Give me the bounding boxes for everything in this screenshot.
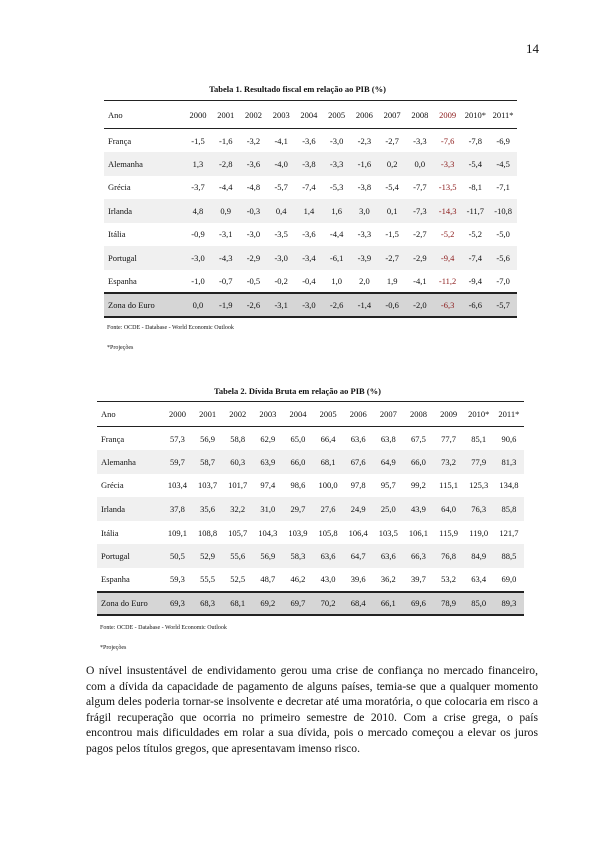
table-cell: 46,2 (290, 574, 306, 585)
column-header-year: 2000 (168, 409, 186, 419)
table-cell: 68,1 (320, 456, 336, 467)
column-header-year: 2007 (383, 109, 401, 120)
table-cell: -3,0 (329, 135, 344, 146)
table-cell: 68,4 (350, 598, 366, 609)
table-cell: -3,0 (274, 252, 288, 263)
table-cell: 100,0 (318, 480, 338, 491)
table-cell: 70,2 (320, 598, 336, 609)
table-row (97, 474, 524, 498)
table-cell: 85,8 (501, 504, 517, 515)
table-cell: 97,8 (350, 480, 366, 491)
table-cell: -3,0 (191, 252, 205, 263)
table-row (104, 270, 517, 294)
table-cell: 56,9 (260, 551, 276, 562)
table-cell: 103,4 (167, 480, 187, 491)
column-header-year: 2011* (498, 409, 520, 419)
table-cell: 2,0 (359, 275, 370, 286)
table-row (104, 199, 517, 223)
column-header-year: 2002 (244, 109, 262, 120)
table-cell: 66,0 (290, 456, 306, 467)
table-cell: 63,4 (471, 574, 487, 585)
table-cell: -2,9 (246, 252, 261, 263)
table-cell: 66,3 (411, 551, 426, 562)
table-cell: 65,0 (290, 433, 306, 444)
row-label: Irlanda (101, 504, 126, 515)
table-cell: -0,3 (246, 205, 261, 216)
table-cell: 84,9 (471, 551, 487, 562)
row-label: França (108, 135, 132, 146)
table-cell: -1,5 (385, 229, 399, 240)
row-label: Portugal (101, 551, 130, 562)
table-cell: 106,4 (348, 527, 368, 538)
table-cell: -3,6 (302, 229, 316, 240)
table-cell: -4,0 (274, 158, 288, 169)
table-cell: -2,9 (413, 252, 427, 263)
table-cell: -4,4 (329, 229, 344, 240)
table-cell: -11,2 (438, 275, 457, 286)
table-cell: 81,3 (501, 456, 517, 467)
row-label: Espanha (101, 574, 130, 585)
table-cell: -3,8 (357, 182, 372, 193)
table-cell: -4,1 (274, 135, 288, 146)
table-cell: -3,6 (302, 135, 316, 146)
table-cell: 103,9 (288, 527, 308, 538)
table-cell: -0,5 (246, 275, 261, 286)
table-cell: -5,2 (468, 229, 483, 240)
column-header-year: 2008 (411, 109, 429, 120)
table-cell: -7,3 (413, 205, 427, 216)
table-cell: -3,1 (274, 299, 288, 310)
table-cell: -2,7 (385, 252, 399, 263)
table-cell: -7,8 (468, 135, 483, 146)
table-cell: -3,8 (302, 158, 316, 169)
row-label: Itália (101, 527, 119, 538)
table-cell: -3,7 (191, 182, 205, 193)
table-cell: 64,0 (441, 504, 456, 515)
table-cell: -4,8 (246, 182, 261, 193)
column-header-year: 2010* (468, 409, 490, 419)
table-cell: -0,4 (302, 275, 316, 286)
table-cell: 0,9 (220, 205, 232, 216)
table-cell: 134,8 (499, 480, 519, 491)
column-header-year: 2003 (272, 109, 290, 120)
table-cell: 76,3 (471, 504, 487, 515)
table-cell: 105,8 (318, 527, 338, 538)
table-cell: -14,3 (438, 205, 457, 216)
table-cell: 64,7 (350, 551, 366, 562)
row-label: Portugal (108, 252, 137, 263)
table-row (97, 568, 524, 592)
table-cell: 88,5 (501, 551, 517, 562)
table-cell: 25,0 (380, 504, 396, 515)
table-cell: 66,1 (380, 598, 396, 609)
table-cell: 31,0 (260, 504, 276, 515)
gross-debt-table (97, 401, 524, 616)
table-cell: 0,2 (386, 158, 398, 169)
table-cell: -3,9 (357, 252, 372, 263)
table-cell: -2,8 (218, 158, 233, 169)
column-header-year: 2001 (199, 409, 217, 419)
table-cell: 3,0 (359, 205, 370, 216)
table-cell: -4,5 (496, 158, 510, 169)
fiscal-balance-table (104, 100, 517, 318)
table-cell: -5,7 (496, 299, 510, 310)
table-cell: -6,1 (329, 252, 344, 263)
table-cell: -1,5 (191, 135, 205, 146)
table-cell: -10,8 (494, 205, 512, 216)
table-cell: 27,6 (320, 504, 336, 515)
table-cell: -3,5 (274, 229, 288, 240)
table-cell: 69,3 (170, 598, 185, 609)
table-cell: 125,3 (469, 480, 489, 491)
table-cell: 68,3 (200, 598, 215, 609)
row-label: Zona do Euro (108, 299, 155, 310)
table-cell: -13,5 (438, 182, 457, 193)
table-cell: 1,3 (192, 158, 204, 169)
table-header-row (97, 402, 524, 427)
table-cell: 69,6 (411, 598, 426, 609)
table-cell: 1,9 (386, 275, 398, 286)
table-cell: -3,4 (302, 252, 316, 263)
table-cell: -5,4 (468, 158, 483, 169)
column-header-year: 2006 (349, 409, 367, 419)
table-cell: -2,3 (357, 135, 372, 146)
column-header-year: 2009 (440, 409, 458, 419)
table-cell: 69,2 (260, 598, 276, 609)
column-header-year: 2004 (289, 409, 307, 419)
row-label: Zona do Euro (101, 598, 148, 609)
table-cell: -7,6 (440, 135, 455, 146)
row-label: França (101, 433, 125, 444)
table-cell: -4,4 (218, 182, 233, 193)
table-cell: 55,5 (200, 574, 215, 585)
table1-title: Tabela 1. Resultado fiscal em relação ao PIB (%) (209, 84, 386, 94)
table-cell: -3,1 (218, 229, 233, 240)
table-cell: -0,2 (274, 275, 288, 286)
table-cell: 97,4 (260, 480, 276, 491)
table-cell: -1,6 (218, 135, 233, 146)
table-cell: -2,0 (413, 299, 427, 310)
table-cell: -3,3 (357, 229, 372, 240)
table-cell: 99,2 (411, 480, 426, 491)
table-cell: 52,9 (200, 551, 215, 562)
table-cell: 69,0 (501, 574, 517, 585)
table-cell: -3,3 (440, 158, 455, 169)
table-row (104, 293, 517, 317)
table-cell: -1,9 (218, 299, 233, 310)
table-cell: 98,6 (290, 480, 306, 491)
table-cell: 43,0 (320, 574, 336, 585)
table2-source: Fonte: OCDE - Database - World Economic Outlook (100, 625, 227, 631)
table-cell: 52,5 (230, 574, 246, 585)
table-cell: 39,6 (350, 574, 366, 585)
table-cell: 85,1 (471, 433, 487, 444)
table-cell: 57,3 (170, 433, 185, 444)
table-cell: -2,6 (329, 299, 344, 310)
table-cell: -3,3 (413, 135, 427, 146)
table-cell: -2,7 (385, 135, 399, 146)
table-cell: -2,7 (413, 229, 427, 240)
table-cell: 58,8 (230, 433, 246, 444)
table-cell: -9,4 (468, 275, 483, 286)
table-cell: 24,9 (350, 504, 366, 515)
table-cell: -4,1 (413, 275, 427, 286)
table-cell: 121,7 (499, 527, 519, 538)
table-cell: 0,0 (414, 158, 426, 169)
table-cell: -5,3 (329, 182, 344, 193)
table-cell: -3,3 (329, 158, 344, 169)
table-cell: -6,9 (496, 135, 510, 146)
table-cell: 1,0 (331, 275, 342, 286)
table-cell: 108,8 (198, 527, 218, 538)
row-label: Alemanha (108, 158, 143, 169)
table-cell: 1,4 (303, 205, 315, 216)
table-cell: 56,9 (200, 433, 215, 444)
table-row (97, 427, 524, 451)
table-cell: -0,7 (218, 275, 233, 286)
table-cell: 89,3 (501, 598, 517, 609)
table-cell: 105,7 (228, 527, 248, 538)
table-cell: 48,7 (260, 574, 276, 585)
table-cell: 73,2 (441, 456, 456, 467)
table-cell: -7,1 (496, 182, 510, 193)
table-cell: 53,2 (441, 574, 456, 585)
table-cell: -5,7 (274, 182, 288, 193)
row-label: Alemanha (101, 456, 136, 467)
table-cell: 0,1 (386, 205, 398, 216)
row-label: Grécia (108, 182, 131, 193)
table-cell: 103,7 (198, 480, 218, 491)
row-label: Espanha (108, 275, 137, 286)
column-header-year: 2004 (300, 109, 318, 120)
table-row (104, 246, 517, 270)
table-cell: -9,4 (440, 252, 455, 263)
table-row (104, 152, 517, 176)
table-cell: -5,6 (496, 252, 510, 263)
table-cell: 64,9 (380, 456, 396, 467)
table-cell: 36,2 (380, 574, 396, 585)
table-cell: -7,4 (468, 252, 483, 263)
table-cell: -8,1 (468, 182, 483, 193)
table-cell: -0,6 (385, 299, 399, 310)
table-cell: 63,6 (350, 433, 366, 444)
table-cell: 66,4 (320, 433, 336, 444)
column-header-year: 2001 (217, 109, 235, 120)
table-cell: 85,0 (471, 598, 487, 609)
table-cell: 58,3 (290, 551, 306, 562)
column-header-year: 2006 (355, 109, 373, 120)
table-cell: -11,7 (466, 205, 485, 216)
table-cell: 35,6 (200, 504, 215, 515)
table-cell: -3,0 (246, 229, 261, 240)
column-header-year: 2005 (319, 409, 337, 419)
column-header-year: 2010* (464, 109, 486, 120)
table-cell: 50,5 (170, 551, 185, 562)
table-cell: 39,7 (411, 574, 426, 585)
table-cell: 58,7 (200, 456, 215, 467)
table-cell: -5,4 (385, 182, 399, 193)
table-cell: -1,0 (191, 275, 205, 286)
table-cell: 77,9 (471, 456, 487, 467)
table-cell: 90,6 (501, 433, 517, 444)
page-number: 14 (526, 41, 539, 56)
table-cell: -7,7 (413, 182, 427, 193)
table-cell: 63,6 (320, 551, 336, 562)
table-cell: 68,1 (230, 598, 246, 609)
table-cell: -7,0 (496, 275, 510, 286)
table-cell: 76,8 (441, 551, 456, 562)
column-header-year: 2011* (492, 109, 514, 120)
table-row (97, 497, 524, 521)
table-cell: -4,3 (218, 252, 233, 263)
table-cell: -2,6 (246, 299, 261, 310)
table-row (97, 521, 524, 545)
row-label: Itália (108, 229, 126, 240)
table-cell: -3,2 (246, 135, 261, 146)
column-header-year: 2002 (229, 409, 247, 419)
table-cell: 63,9 (260, 456, 276, 467)
table-header-row (104, 101, 517, 129)
table-cell: -0,9 (191, 229, 205, 240)
table-row (104, 223, 517, 247)
body-paragraph: O nível insustentável de endividamento gerou uma crise de confiança no mercado financeiro, com a dívida da capacidade de pagamento de alguns países, temia-se que a qualquer momento algum deles poderia tornar-se insolvente e decretar até uma moratória, o que colocaria em risco a frágil recuperação que ocorria no primeiro semestre de 2010. Com a crise grega, o país encontrou mais dificuldades em rolar a sua dívida, pois o mercado começou a elevar os juros pagos pelos títulos gregos, que apresentavam imenso risco. (86, 664, 538, 755)
table-cell: 29,7 (290, 504, 306, 515)
table-cell: -5,2 (440, 229, 455, 240)
table-cell: 37,8 (170, 504, 185, 515)
row-label: Irlanda (108, 205, 133, 216)
table-cell: 0,4 (275, 205, 287, 216)
table-cell: 43,9 (411, 504, 426, 515)
table-row (104, 176, 517, 200)
table-cell: 69,7 (290, 598, 306, 609)
table-row (97, 592, 524, 616)
table-cell: -5,0 (496, 229, 510, 240)
table-cell: 4,8 (192, 205, 204, 216)
table-cell: 77,7 (441, 433, 456, 444)
table1-note: *Projeções (107, 345, 134, 351)
row-label: Grécia (101, 480, 124, 491)
table-cell: -6,3 (440, 299, 455, 310)
table-cell: 59,7 (170, 456, 185, 467)
table-cell: 95,7 (380, 480, 396, 491)
column-header-year: 2000 (189, 109, 207, 120)
table-cell: -1,4 (357, 299, 372, 310)
column-header-year: 2003 (259, 409, 277, 419)
table2-note: *Projeções (100, 645, 127, 651)
table1-source: Fonte: OCDE - Database - World Economic Outlook (107, 325, 234, 331)
table-cell: 62,9 (260, 433, 276, 444)
table-cell: 67,5 (411, 433, 426, 444)
table-cell: 109,1 (167, 527, 187, 538)
table2-title: Tabela 2. Dívida Bruta em relação ao PIB (%) (214, 386, 381, 396)
table-cell: 66,0 (411, 456, 426, 467)
table-cell: 32,2 (230, 504, 246, 515)
column-header-label: Ano (108, 109, 123, 120)
table-cell: 1,6 (331, 205, 342, 216)
table-cell: -1,6 (357, 158, 372, 169)
table-cell: 0,0 (192, 299, 204, 310)
table-cell: 115,1 (439, 480, 458, 491)
table-cell: 115,9 (439, 527, 458, 538)
table-cell: 63,6 (380, 551, 396, 562)
table-cell: 104,3 (258, 527, 278, 538)
column-header-label: Ano (101, 409, 116, 419)
table-cell: -3,6 (246, 158, 261, 169)
table-cell: 63,8 (380, 433, 396, 444)
table-cell: 101,7 (228, 480, 248, 491)
table-cell: 55,6 (230, 551, 246, 562)
table-cell: -7,4 (302, 182, 316, 193)
table-cell: 78,9 (441, 598, 456, 609)
table-cell: 59,3 (170, 574, 185, 585)
table-row (97, 544, 524, 568)
table-cell: -3,0 (302, 299, 316, 310)
table-cell: 60,3 (230, 456, 246, 467)
column-header-year: 2009 (439, 109, 457, 120)
table-cell: 67,6 (350, 456, 366, 467)
table-row (104, 129, 517, 153)
table-cell: 103,5 (378, 527, 398, 538)
table-row (97, 450, 524, 474)
table-cell: 119,0 (469, 527, 489, 538)
column-header-year: 2007 (379, 409, 397, 419)
table-cell: 106,1 (408, 527, 428, 538)
column-header-year: 2005 (328, 109, 346, 120)
table-cell: -6,6 (468, 299, 483, 310)
column-header-year: 2008 (409, 409, 427, 419)
